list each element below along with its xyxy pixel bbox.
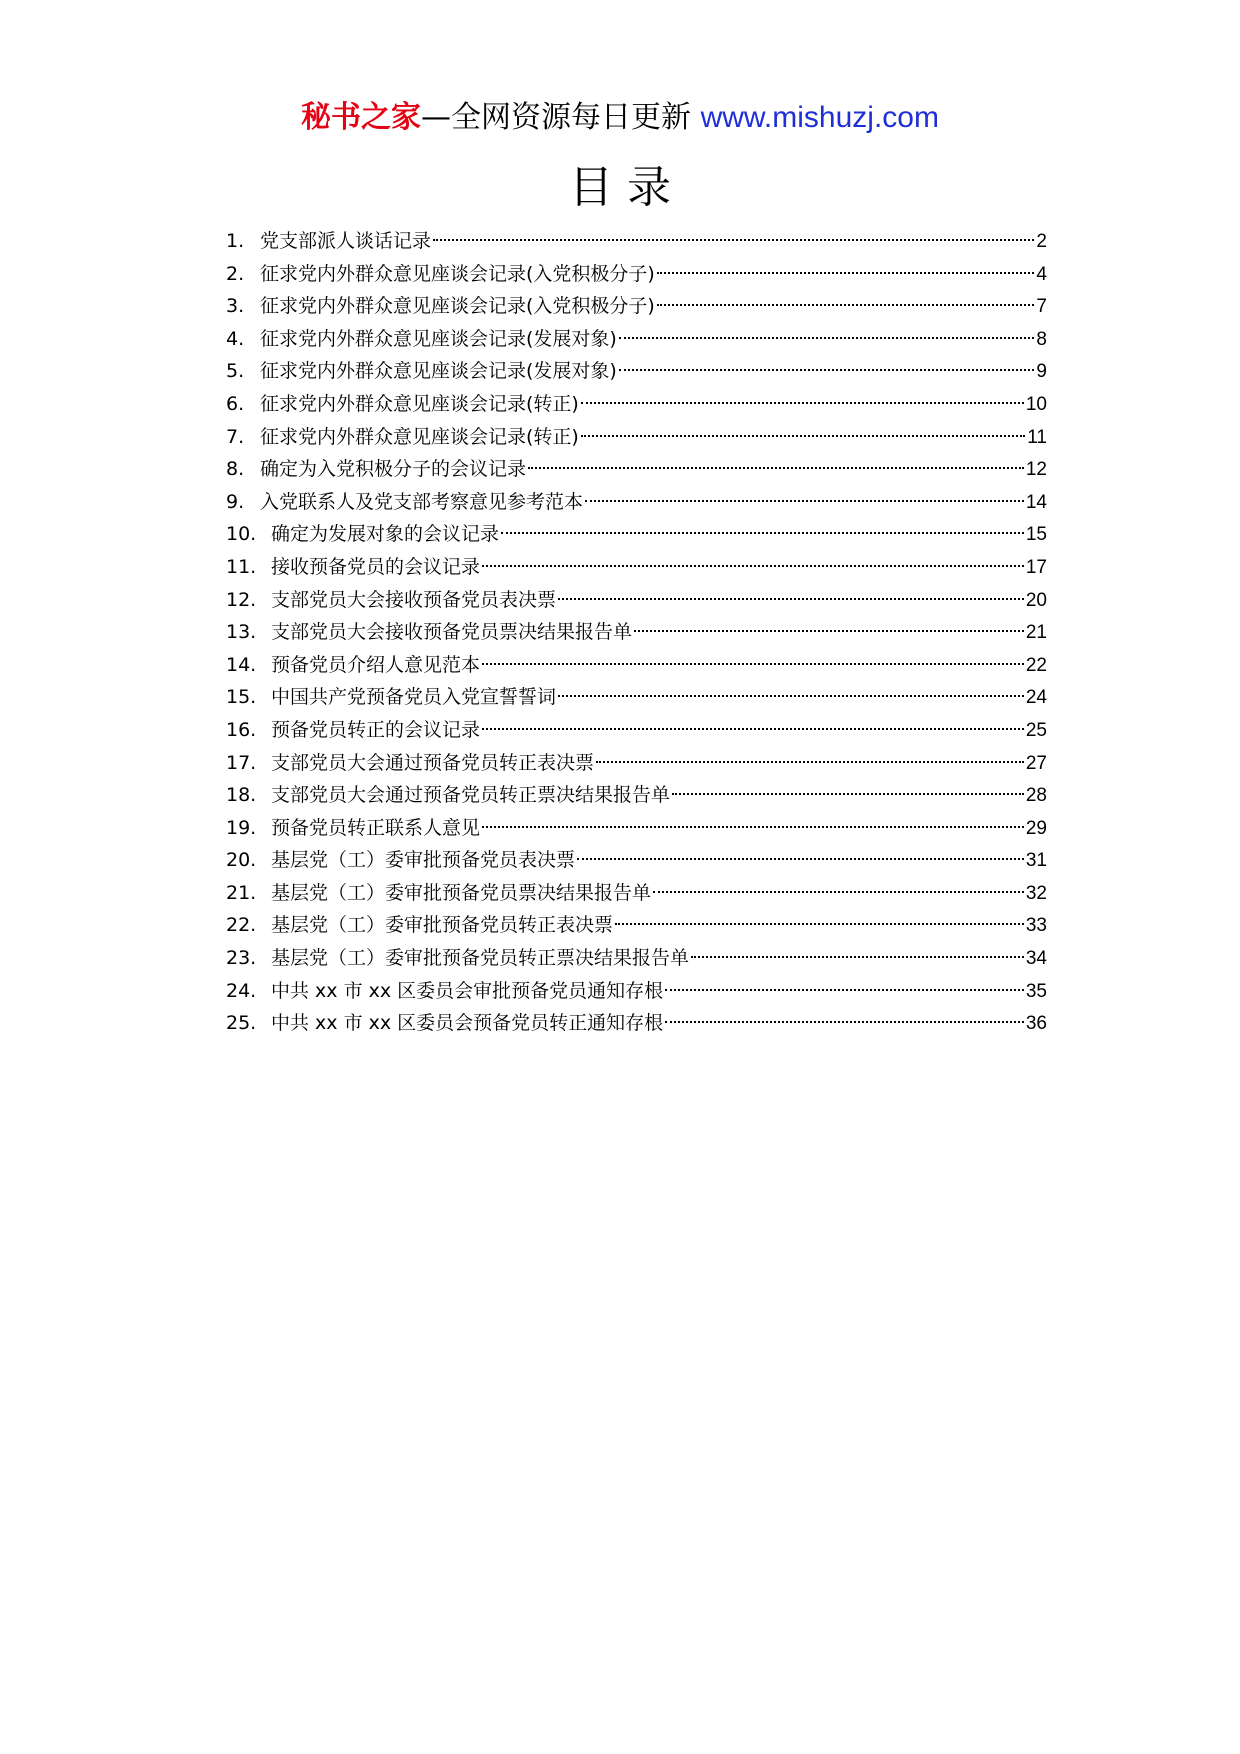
toc-entry-page-number: 10 xyxy=(1025,393,1047,415)
toc-entry[interactable] xyxy=(226,486,1047,519)
toc-entry-title: 征求党内外群众意见座谈会记录(入党积极分子) xyxy=(260,262,655,285)
toc-entry-title: 党支部派人谈话记录 xyxy=(260,230,432,252)
toc-entry[interactable] xyxy=(226,1007,1047,1040)
toc-entry-title: 预备党员转正联系人意见 xyxy=(271,816,481,839)
toc-entry[interactable] xyxy=(226,975,1047,1008)
toc-entry-page-number: 35 xyxy=(1025,980,1047,1002)
toc-entry-title: 接收预备党员的会议记录 xyxy=(271,555,481,578)
toc-entry-page-number: 21 xyxy=(1025,622,1047,644)
toc-entry-title: 预备党员转正的会议记录 xyxy=(271,718,481,741)
toc-entry-number: 9. xyxy=(226,490,245,513)
toc-dot-leader xyxy=(615,923,1024,925)
toc-entry[interactable] xyxy=(226,225,1047,258)
toc-entry-page-number: 27 xyxy=(1025,752,1047,774)
toc-dot-leader xyxy=(581,402,1024,404)
toc-entry-number: 23. xyxy=(226,947,257,970)
site-header xyxy=(0,98,1240,138)
toc-entry-page-number: 24 xyxy=(1025,687,1047,709)
toc-entry-title: 基层党（工）委审批预备党员表决票 xyxy=(271,849,576,872)
toc-entry[interactable] xyxy=(226,877,1047,910)
toc-entry-page-number: 9 xyxy=(1036,361,1047,383)
toc-entry-title: 征求党内外群众意见座谈会记录(转正) xyxy=(260,392,579,415)
header-slogan: —全网资源每日更新 xyxy=(421,100,692,135)
toc-entry-number: 25. xyxy=(226,1012,257,1035)
toc-entry-title: 支部党员大会接收预备党员票决结果报告单 xyxy=(271,621,633,644)
toc-dot-leader xyxy=(672,793,1024,795)
toc-entry[interactable] xyxy=(226,584,1047,617)
toc-entry-number: 5. xyxy=(226,360,245,383)
toc-entry[interactable] xyxy=(226,649,1047,682)
toc-entry-page-number: 36 xyxy=(1025,1013,1047,1035)
toc-entry-title: 入党联系人及党支部考察意见参考范本 xyxy=(260,490,584,513)
toc-entry-number: 11. xyxy=(226,555,257,578)
toc-entry[interactable] xyxy=(226,453,1047,486)
toc-entry-number: 19. xyxy=(226,816,257,839)
toc-dot-leader xyxy=(634,630,1024,632)
toc-entry-number: 20. xyxy=(226,849,257,872)
toc-entry-title: 征求党内外群众意见座谈会记录(发展对象) xyxy=(260,327,617,350)
table-of-contents xyxy=(226,225,1047,1040)
toc-entry-page-number: 29 xyxy=(1025,817,1047,839)
toc-entry-title: 确定为发展对象的会议记录 xyxy=(271,523,500,546)
toc-entry-number: 16. xyxy=(226,718,257,741)
toc-dot-leader xyxy=(482,565,1024,567)
toc-entry[interactable] xyxy=(226,779,1047,812)
toc-entry-page-number: 8 xyxy=(1036,328,1047,350)
toc-dot-leader xyxy=(482,728,1024,730)
toc-dot-leader xyxy=(528,467,1024,469)
toc-dot-leader xyxy=(558,695,1024,697)
toc-entry-number: 13. xyxy=(226,621,257,644)
toc-dot-leader xyxy=(665,1021,1024,1023)
toc-entry[interactable] xyxy=(226,355,1047,388)
toc-dot-leader xyxy=(691,956,1024,958)
toc-entry-page-number: 11 xyxy=(1027,426,1047,448)
toc-entry-page-number: 12 xyxy=(1025,459,1047,481)
toc-entry-number: 3. xyxy=(226,295,245,318)
toc-entry[interactable] xyxy=(226,388,1047,421)
toc-entry[interactable] xyxy=(226,681,1047,714)
toc-entry-title: 征求党内外群众意见座谈会记录(发展对象) xyxy=(260,360,617,383)
toc-entry-number: 2. xyxy=(226,262,245,285)
toc-entry-page-number: 7 xyxy=(1036,296,1047,318)
toc-entry-title: 支部党员大会通过预备党员转正票决结果报告单 xyxy=(271,784,671,807)
toc-dot-leader xyxy=(482,663,1024,665)
toc-dot-leader xyxy=(585,500,1024,502)
toc-entry-number: 15. xyxy=(226,686,257,709)
toc-entry-title: 中共 xx 市 xx 区委员会预备党员转正通知存根 xyxy=(271,1012,664,1035)
toc-entry[interactable] xyxy=(226,421,1047,454)
toc-entry-number: 24. xyxy=(226,979,257,1002)
toc-entry[interactable] xyxy=(226,258,1047,291)
toc-entry-number: 17. xyxy=(226,751,257,774)
toc-entry-number: 4. xyxy=(226,327,245,350)
toc-entry-page-number: 17 xyxy=(1025,556,1047,578)
toc-entry-number: 7. xyxy=(226,425,245,448)
toc-dot-leader xyxy=(433,239,1034,241)
toc-dot-leader xyxy=(657,304,1035,306)
brand-name: 秘书之家 xyxy=(301,100,422,135)
toc-entry[interactable] xyxy=(226,551,1047,584)
page-title: 目录 xyxy=(569,162,685,213)
toc-entry-title: 征求党内外群众意见座谈会记录(转正) xyxy=(260,425,579,448)
toc-dot-leader xyxy=(558,598,1024,600)
toc-entry-number: 1. xyxy=(226,230,245,252)
toc-entry[interactable] xyxy=(226,714,1047,747)
toc-entry-title: 支部党员大会通过预备党员转正表决票 xyxy=(271,751,595,774)
toc-entry-number: 14. xyxy=(226,653,257,676)
toc-entry[interactable] xyxy=(226,844,1047,877)
toc-dot-leader xyxy=(653,891,1024,893)
toc-dot-leader xyxy=(596,761,1024,763)
toc-entry[interactable] xyxy=(226,812,1047,845)
toc-entry-page-number: 22 xyxy=(1025,654,1047,676)
toc-entry-title: 基层党（工）委审批预备党员转正表决票 xyxy=(271,914,614,937)
toc-entry[interactable] xyxy=(226,616,1047,649)
toc-dot-leader xyxy=(665,989,1024,991)
toc-entry-title: 中共 xx 市 xx 区委员会审批预备党员通知存根 xyxy=(271,979,664,1002)
toc-entry-page-number: 2 xyxy=(1036,231,1047,252)
toc-entry[interactable] xyxy=(226,942,1047,975)
toc-entry-title: 预备党员介绍人意见范本 xyxy=(271,653,481,676)
toc-entry-page-number: 20 xyxy=(1025,589,1047,611)
toc-entry[interactable] xyxy=(226,518,1047,551)
toc-entry[interactable] xyxy=(226,290,1047,323)
toc-entry[interactable] xyxy=(226,747,1047,780)
toc-dot-leader xyxy=(577,858,1024,860)
toc-dot-leader xyxy=(657,272,1035,274)
toc-entry[interactable] xyxy=(226,323,1047,356)
toc-entry-page-number: 32 xyxy=(1025,882,1047,904)
toc-dot-leader xyxy=(501,532,1024,534)
toc-entry-number: 21. xyxy=(226,881,257,904)
toc-entry-number: 22. xyxy=(226,914,257,937)
toc-entry-page-number: 4 xyxy=(1036,263,1047,285)
toc-entry-page-number: 15 xyxy=(1025,524,1047,546)
toc-entry[interactable] xyxy=(226,909,1047,942)
toc-entry-number: 6. xyxy=(226,392,245,415)
toc-entry-number: 18. xyxy=(226,784,257,807)
toc-entry-page-number: 31 xyxy=(1025,850,1047,872)
toc-entry-title: 基层党（工）委审批预备党员票决结果报告单 xyxy=(271,881,652,904)
toc-entry-page-number: 34 xyxy=(1025,948,1047,970)
toc-entry-number: 12. xyxy=(226,588,257,611)
toc-dot-leader xyxy=(482,826,1024,828)
toc-dot-leader xyxy=(581,435,1025,437)
toc-entry-page-number: 14 xyxy=(1025,491,1047,513)
toc-entry-number: 10. xyxy=(226,523,257,546)
toc-entry-title: 中国共产党预备党员入党宣誓誓词 xyxy=(271,686,557,709)
toc-entry-title: 确定为入党积极分子的会议记录 xyxy=(260,458,527,481)
site-url-link[interactable]: www.mishuzj.com xyxy=(700,101,939,134)
toc-entry-page-number: 25 xyxy=(1025,719,1047,741)
toc-entry-title: 基层党（工）委审批预备党员转正票决结果报告单 xyxy=(271,947,690,970)
toc-entry-title: 征求党内外群众意见座谈会记录(入党积极分子) xyxy=(260,295,655,318)
toc-entry-number: 8. xyxy=(226,458,245,481)
toc-entry-title: 支部党员大会接收预备党员表决票 xyxy=(271,588,557,611)
toc-entry-page-number: 33 xyxy=(1025,915,1047,937)
toc-dot-leader xyxy=(619,369,1035,371)
toc-entry-page-number: 28 xyxy=(1025,785,1047,807)
toc-dot-leader xyxy=(619,337,1035,339)
